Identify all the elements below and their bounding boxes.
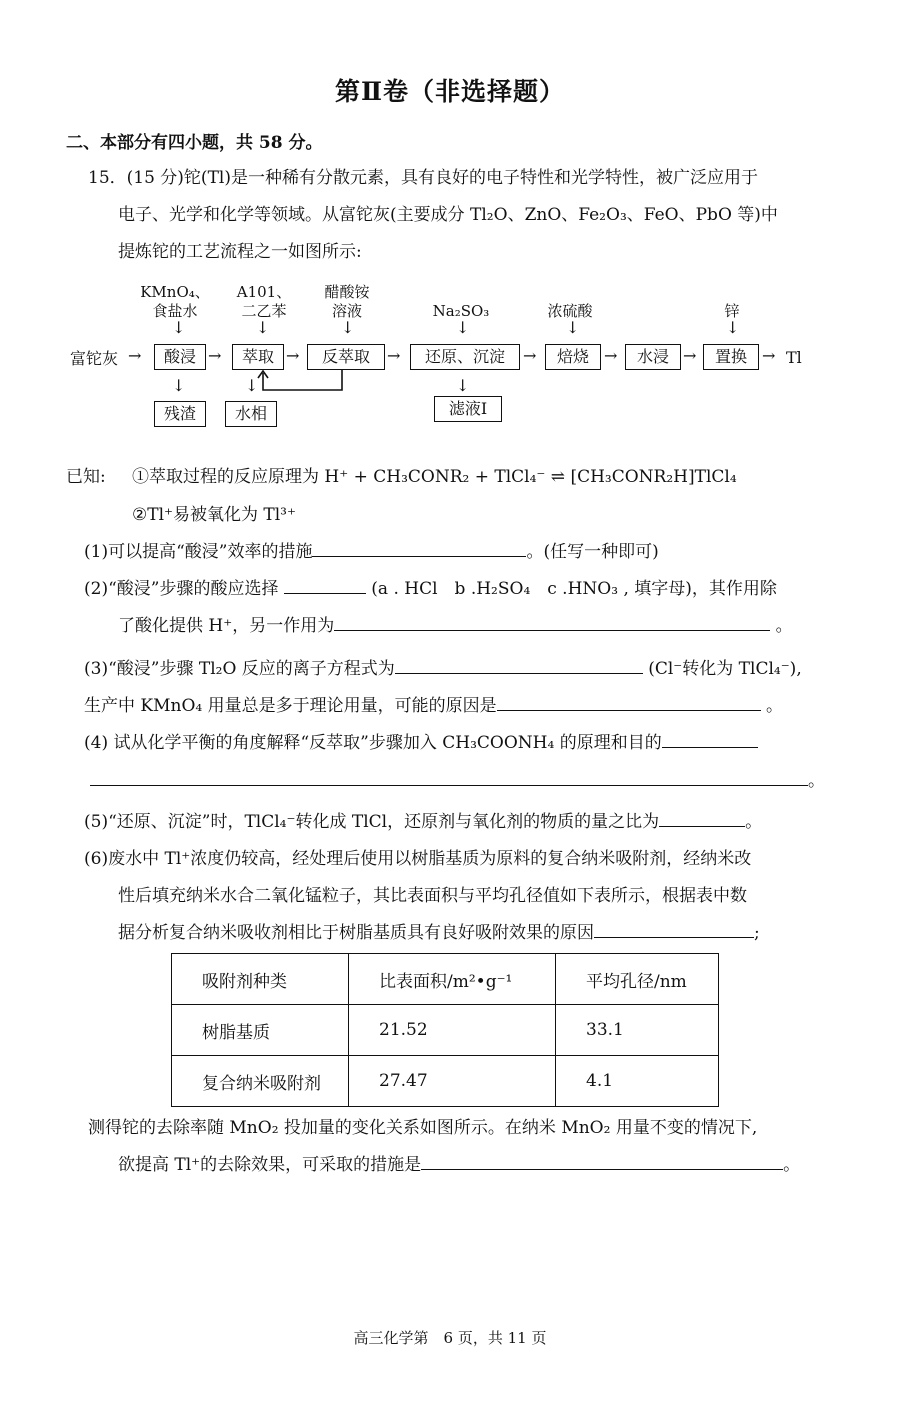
period: 。 (766, 696, 784, 716)
question-3-note: (Cl⁻转化为 TlCl₄⁻), (648, 659, 802, 679)
table-cell: 树脂基质 (172, 1005, 349, 1056)
arrow-down-icon: ↓ (172, 376, 186, 395)
answer-blank-4b[interactable] (90, 767, 808, 786)
arrow-right-icon: → (523, 346, 537, 365)
question-6-line1: (6)废水中 Tl⁺浓度仍较高，经处理后使用以树脂基质为原料的复合纳米吸附剂，经纳米改 (84, 849, 752, 869)
answer-blank-6b[interactable] (421, 1151, 783, 1170)
question-15-intro-line1: 15．(15 分)铊(Tl)是一种稀有分散元素，具有良好的电子特性和光学特性，被广泛应用于 (88, 168, 758, 188)
semicolon: ; (754, 923, 760, 943)
answer-blank-3a[interactable] (395, 655, 643, 674)
arrow-down-icon: ↓ (245, 376, 259, 395)
page-title: 第Ⅱ卷（非选择题） (334, 77, 566, 106)
question-6-line2: 性后填充纳米水合二氧化锰粒子，其比表面积与平均孔径值如下表所示，根据表中数 (118, 886, 747, 906)
flow-end-product: Tl (786, 348, 802, 367)
output-residue: 残渣 (154, 401, 206, 427)
question-3-text-2: 生产中 KMnO₄ 用量总是多于理论用量，可能的原因是 (84, 696, 497, 716)
answer-blank-2b[interactable] (334, 612, 770, 631)
reagent-solution: 溶液 (331, 302, 362, 320)
question-1 (84, 537, 659, 562)
step-back-extraction: 反萃取 (307, 344, 385, 370)
answer-blank-6a[interactable] (594, 919, 754, 938)
table-row (172, 1056, 719, 1107)
step-water-leach: 水浸 (625, 344, 681, 370)
reagent-diethylbenzene: 二乙苯 (241, 302, 287, 320)
question-5-text: (5)“还原、沉淀”时，TlCl₄⁻转化成 TlCl，还原剂与氧化剂的物质的量之比为 (84, 812, 660, 832)
reagent-brine: 食盐水 (152, 302, 198, 320)
question-3-line2 (84, 691, 783, 716)
known-item-1: ①萃取过程的反应原理为 H⁺ + CH₃CONR₂ + TlCl₄⁻ ⇌ [CH₃CONR₂H]TlCl₄ (132, 467, 737, 487)
period: 。 (775, 616, 793, 636)
page-footer: 高三化学第 6 页，共 11 页 (353, 1329, 547, 1347)
question-3 (84, 654, 802, 679)
arrow-down-icon: ↓ (172, 318, 186, 337)
arrow-down-icon: ↓ (256, 318, 270, 337)
arrow-down-icon: ↓ (566, 318, 580, 337)
question-15-intro-line3: 提炼铊的工艺流程之一如图所示: (118, 242, 362, 262)
table-cell: 33.1 (556, 1005, 719, 1056)
table-row (172, 1005, 719, 1056)
question-1-suffix: 。(任写一种即可) (526, 542, 659, 562)
table-cell: 21.52 (349, 1005, 556, 1056)
recycle-loop-line (250, 368, 350, 396)
table-header-cell: 吸附剂种类 (172, 954, 349, 1005)
question-5 (84, 807, 762, 832)
question-6-line5 (118, 1150, 800, 1175)
known-prefix: 已知: (66, 467, 106, 487)
answer-blank-1[interactable] (312, 538, 526, 557)
reagent-zinc: 锌 (724, 302, 740, 320)
question-4-text: (4) 试从化学平衡的角度解释“反萃取”步骤加入 CH₃COONH₄ 的原理和目的 (84, 733, 662, 753)
answer-blank-2a[interactable] (284, 575, 366, 594)
table-cell: 复合纳米吸附剂 (172, 1056, 349, 1107)
step-acid-leach: 酸浸 (154, 344, 206, 370)
step-reduction-precipitation: 还原、沉淀 (410, 344, 520, 370)
step-extraction: 萃取 (232, 344, 284, 370)
question-15-intro-line2: 电子、光学和化学等领域。从富铊灰(主要成分 Tl₂O、ZnO、Fe₂O₃、FeO、PbO 等)中 (118, 205, 778, 225)
known-item-2: ②Tl⁺易被氧化为 Tl³⁺ (132, 505, 296, 525)
arrow-down-icon: ↓ (456, 318, 470, 337)
arrow-right-icon: → (128, 346, 142, 365)
answer-blank-5[interactable] (659, 808, 745, 827)
question-4-line2 (90, 766, 825, 791)
question-6-text-3: 据分析复合纳米吸收剂相比于树脂基质具有良好吸附效果的原因 (118, 923, 594, 943)
reagent-conc-sulfuric-acid: 浓硫酸 (547, 302, 593, 320)
question-2-text-2: 了酸化提供 H⁺，另一作用为 (118, 616, 335, 636)
period: 。 (783, 1155, 801, 1175)
period: 。 (745, 812, 763, 832)
arrow-right-icon: → (387, 346, 401, 365)
step-displacement: 置换 (703, 344, 759, 370)
question-2-text: (2)“酸浸”步骤的酸应选择 (84, 579, 279, 599)
arrow-right-icon: → (208, 346, 222, 365)
answer-blank-4a[interactable] (662, 729, 758, 748)
arrow-right-icon: → (604, 346, 618, 365)
arrow-right-icon: → (762, 346, 776, 365)
arrow-down-icon: ↓ (341, 318, 355, 337)
arrow-down-icon: ↓ (456, 376, 470, 395)
reagent-a101: A101、 (236, 283, 292, 301)
reagent-kmno4: KMnO₄、 (140, 283, 210, 301)
table-cell: 4.1 (556, 1056, 719, 1107)
arrow-right-icon: → (683, 346, 697, 365)
table-header-row (172, 954, 719, 1005)
step-roasting: 焙烧 (545, 344, 601, 370)
question-2 (84, 574, 777, 599)
answer-blank-3b[interactable] (497, 692, 761, 711)
output-aqueous-phase: 水相 (225, 401, 277, 427)
question-2-line2 (118, 611, 793, 636)
question-1-text: (1)可以提高“酸浸”效率的措施 (84, 542, 313, 562)
arrow-right-icon: → (286, 346, 300, 365)
question-6-line3 (118, 918, 760, 943)
question-3-text: (3)“酸浸”步骤 Tl₂O 反应的离子方程式为 (84, 659, 395, 679)
table-header-cell: 比表面积/m²•g⁻¹ (349, 954, 556, 1005)
question-2-options: (a . HCl b .H₂SO₄ c .HNO₃ , 填字母)，其作用除 (371, 579, 777, 599)
table-cell: 27.47 (349, 1056, 556, 1107)
reagent-ammonium-acetate: 醋酸铵 (324, 283, 370, 301)
table-header-cell: 平均孔径/nm (556, 954, 719, 1005)
reagent-na2so3: Na₂SO₃ (432, 302, 490, 320)
arrow-down-icon: ↓ (726, 318, 740, 337)
question-6-line4: 测得铊的去除率随 MnO₂ 投加量的变化关系如图所示。在纳米 MnO₂ 用量不变的情况下, (88, 1118, 758, 1138)
flow-start-material: 富铊灰 (70, 349, 119, 368)
section-heading: 二、本部分有四小题，共 58 分。 (66, 133, 323, 153)
question-4 (84, 728, 758, 753)
adsorbent-table (171, 953, 719, 1107)
period: 。 (808, 771, 825, 791)
question-6-text-5: 欲提高 Tl⁺的去除效果，可采取的措施是 (118, 1155, 422, 1175)
output-filtrate-1: 滤液Ⅰ (434, 396, 502, 422)
